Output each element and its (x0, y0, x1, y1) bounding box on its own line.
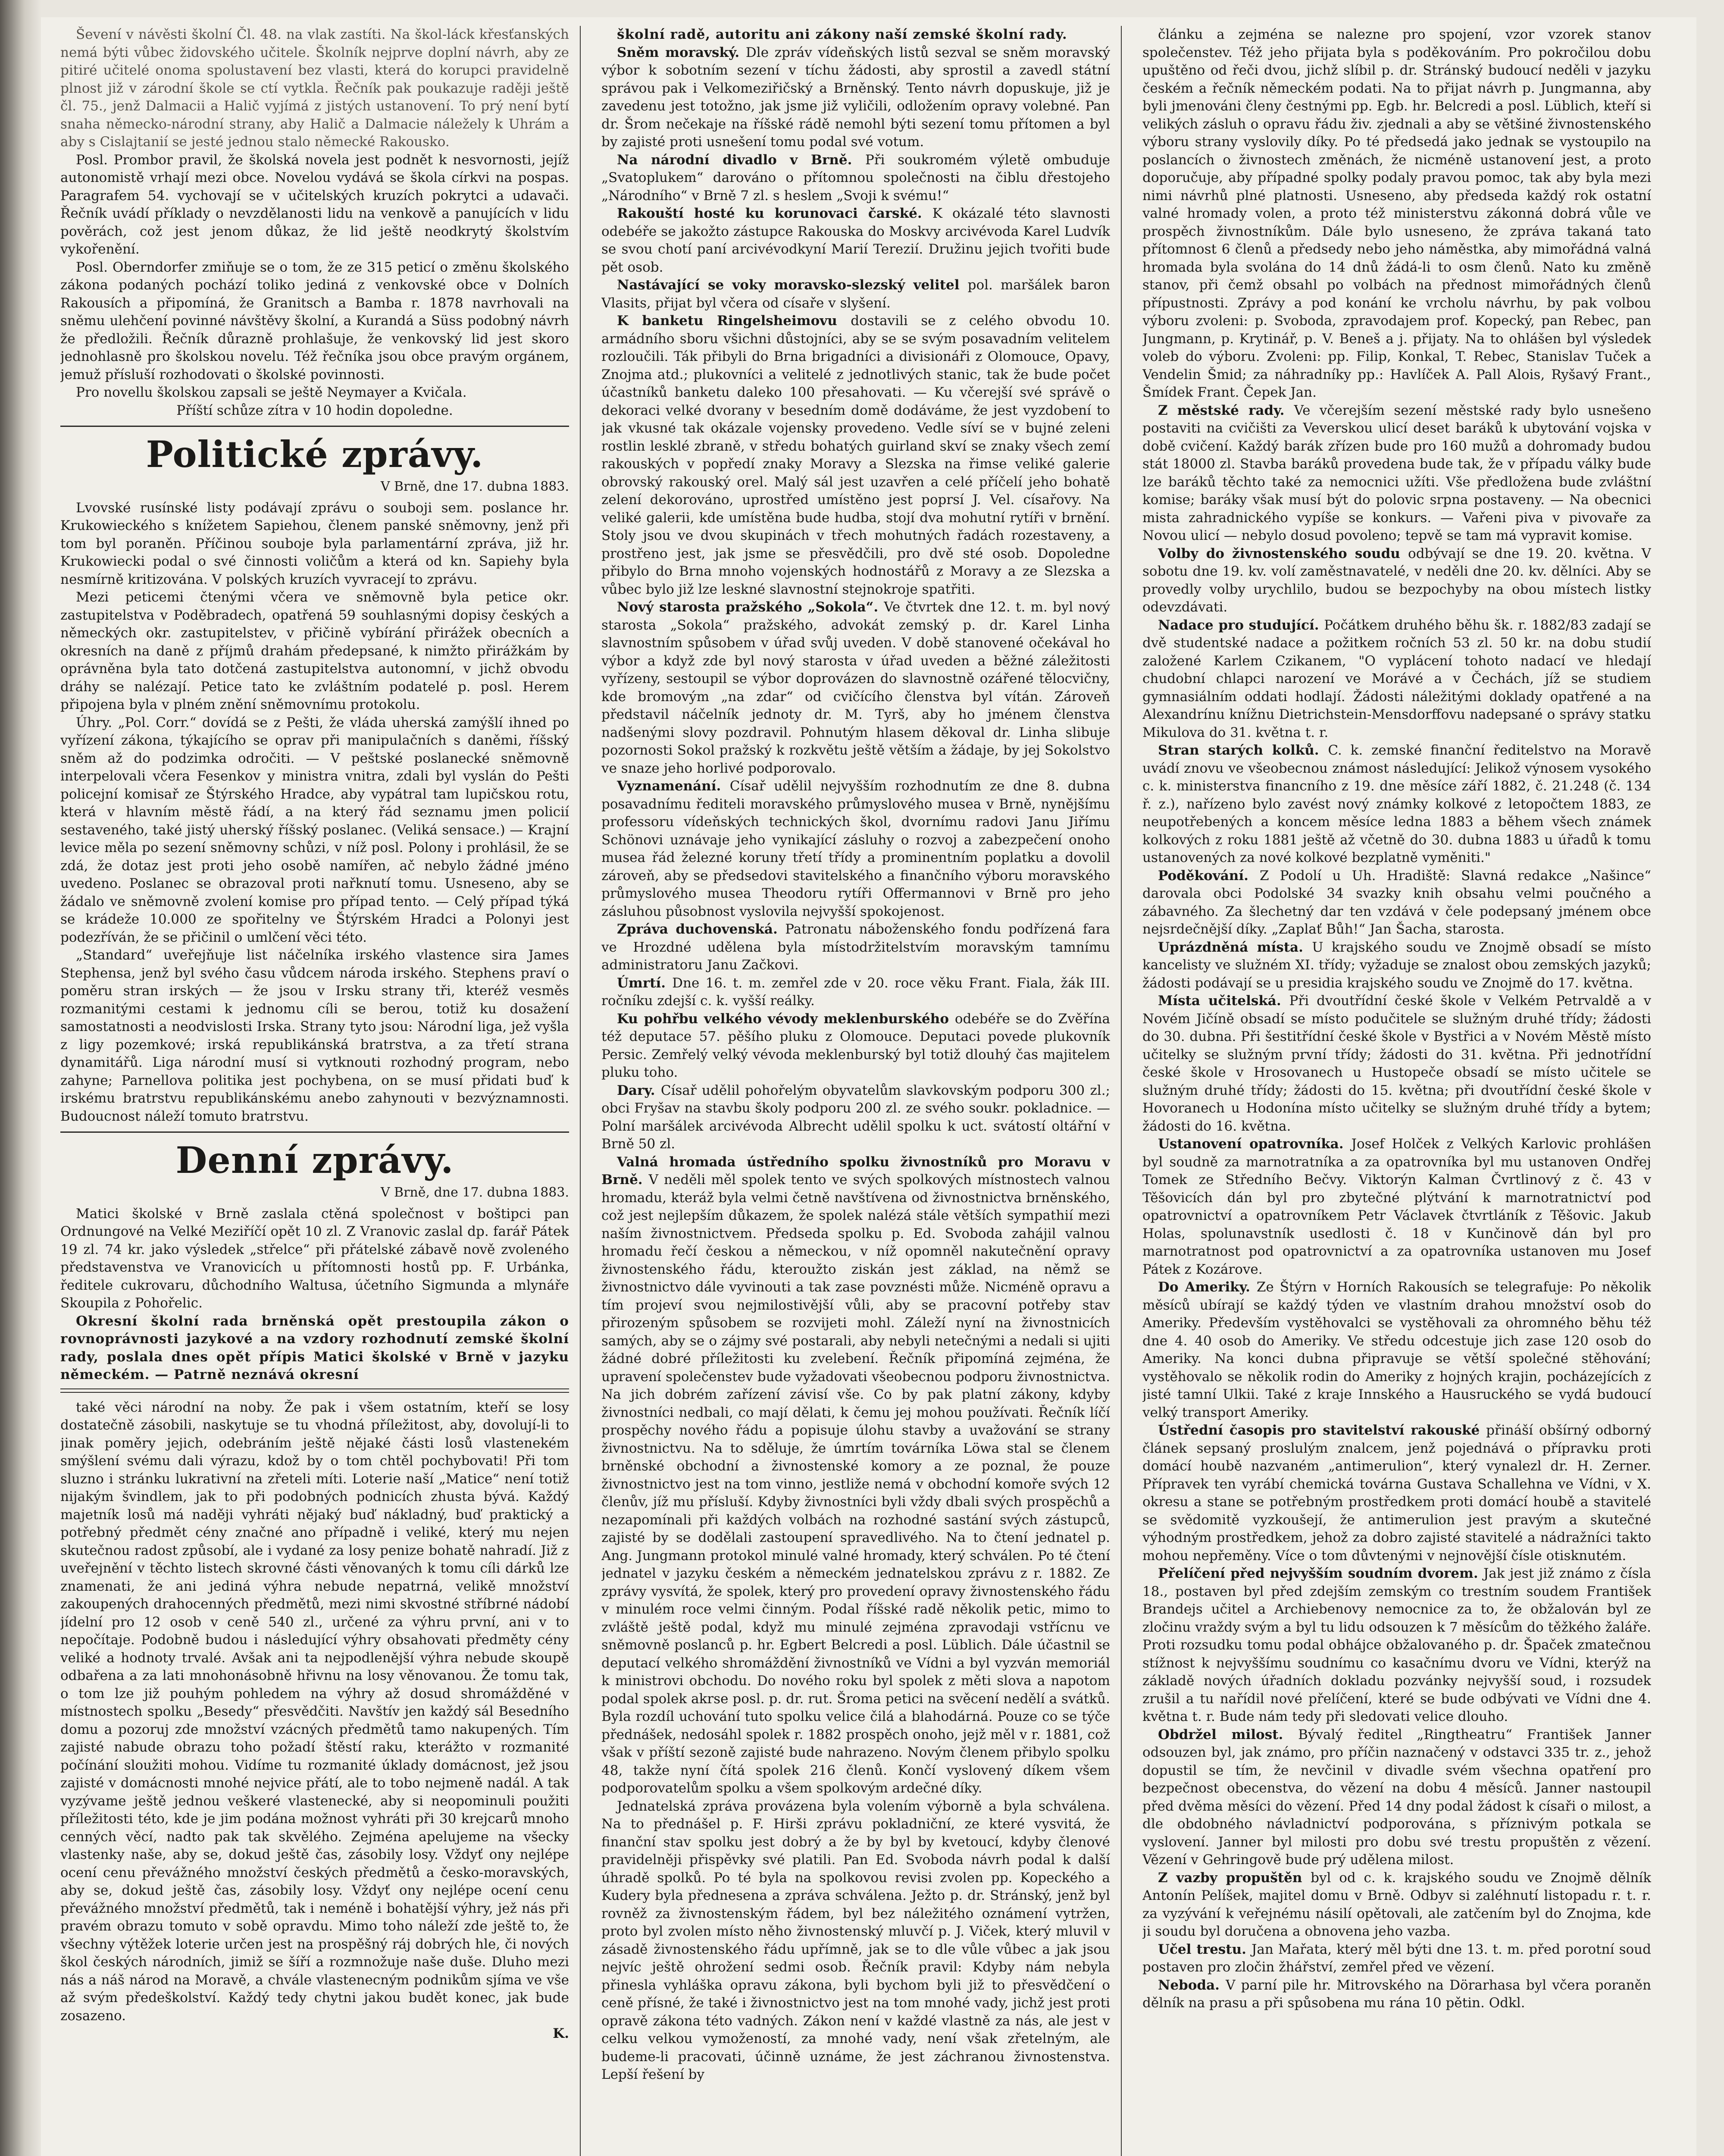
news-item (601, 1082, 1110, 1153)
news-item-text: Při soukromém výletě ombuduje „Svatoplukem“ darováno o přítomnou společnosti na čiblu dřestojeho „Národního“ v Brně 7 zl. s heslem „Svoji k svému!“ (601, 152, 1110, 204)
column-rule-1 (580, 26, 581, 2156)
news-item (1142, 1869, 1651, 1941)
news-item (1142, 1941, 1651, 1977)
news-item-text: Patronatu náboženského fondu podřízená fara ve Hrozdné udělena byla místodržitelstvím moravským tamnímu administratoru Janu Začkovi. (601, 921, 1110, 973)
news-item-heading: Nadace pro studující. (1158, 617, 1324, 633)
scan-edge (0, 0, 41, 2156)
news-item-heading: Stran starých kolků. (1158, 743, 1328, 758)
news-item (601, 44, 1110, 151)
news-item-text: Z Podolí u Uh. Hradiště: Slavná redakce „Našince“ darovala obci Podolské 34 svazky knih obsahu velmi poučného a zábavného. Za šlechetný dar ten vzdává v čele podepsaný jménem obce nejsrdečnější díky. „Zaplať Bůh!“ Jan Šacha, starosta. (1142, 868, 1651, 937)
column-rule-2 (1121, 26, 1122, 2156)
news-item-text: Ve čtvrtek dne 12. t. m. byl nový starosta „Sokola“ pražského, advokát zemský p. dr. Karel Linha slavnostním spůsobem v úřad svůj uveden. V době stanovené očekával ho výbor a když zde byl nový starosta v úřad uveden a běžné záležitosti vyřízeny, sestoupil se výbor doprovázen do slavnostně ozářené tělocvičny, kde bromovým „na zdar“ od cvičícího členstva byl vítán. Zároveň představil náčelník jednoty dr. M. Tyrš, aby ho jménem členstva nadšenými slovy pozdravil. Pohnutým hlasem děkoval dr. Linha slibuje pozornosti Sokol pražský k rozkvětu ještě větším a žádaje, by jej Sokolstvo ve snaze jeho horlivé podporovalo. (601, 599, 1110, 776)
column-3 (1142, 26, 1651, 2156)
news-item (1142, 1135, 1651, 1279)
news-item (1142, 1422, 1651, 1565)
signature: K. (553, 2026, 569, 2041)
news-item-heading: Neboda. (1158, 1977, 1226, 1993)
news-item-text: Císař udělil pohořelým obyvatelům slavkovským podporu 300 zl.; obci Fryšav na stavbu školy podporu 200 zl. ze svého soukr. pokladnice. — Polní maršálek arcivévoda Albrecht udělil spolku k uct. svátostí oltářní v Brně 50 zl. (601, 1082, 1110, 1152)
news-item (601, 599, 1110, 777)
news-item (601, 205, 1110, 276)
news-item (601, 1010, 1110, 1082)
section-title-denni: Denní zprávy. (175, 1139, 454, 1181)
column2-intro: školní radě, autoritu ani zákony naší zemské školní rady. (617, 27, 1067, 42)
news-item (601, 1153, 1110, 1798)
news-item-heading: Z městské rady. (1158, 402, 1294, 418)
column2-articles (601, 44, 1110, 2084)
intro-paragraph-1: Ševení v návěsti školní Čl. 48. na vlak zastíti. Na škol-láck křesťanských nemá býti vůbec židovského učitele. Školník nejprve doplní návrh, aby ze pitiré učitelé onoma spolustavení bez vlasti, která do korupci pravidelně plnost již v zárodní škole se ctí vytkla. Řečník pak poukazuje raději ještě čl. 75., jenž Dalmacii a Halič vyjímá z jistých ustanovení. To prý není bytí snaha německo-národní strany, aby Halič a Dalmacie náležely k Uhrám a aby s Cislajtanií se jesté jednou stalo německé Rakousko. (60, 27, 569, 150)
news-item-text: Jednatelská zpráva provázena byla volením výborně a byla schválena. Na to přednášel p. F. Hirši zprávu pokladniční, ze které vysvitá, že finanční stav spolku jest dobrý a že by byl by kvetoucí, kdyby členové pravidelněji přispěvky své platili. Pan Ed. Svoboda návrh podal k další úhradě spolků. Po té byla na spolkovou revisi zvolen pp. Kopeckého a Kudery byla přednesena a zpráva schválena. Ježto p. dr. Stránský, jenž byl rovněž za živnostenským řádem, byl bez náležitého oznámení vytržen, proto byl zvolen místo něho živnostenský mluvčí p. J. Viček, který mluvil v zásadě živnostenského řádu upřímně, jak se to dle vůle vůbec a jak jsou nejvíc ještě ohrožení sedmi osob. Řečník pravil: Kdyby nám nebyla přinesla vyhláška opravu zákona, byli bychom byli již to přesvědčení o ceně přísné, že také i živnostnictvo jest na tom mnohé vady, jichž jest proti opravě zákona této vadných. Zákon není v každé vlastně za nás, ale jest v celku velkou vymožeností, za mnohé vady, není však zřetelným, ale budeme-li pracovati, účinně uznáme, že jest záchranou živnostenstva. Lepší řešení by (601, 1798, 1110, 2082)
news-item-text: Při dvoutřídní české škole v Velkém Petrvaldě a v Novém Jičíně obsadí se místo podučitele se služným druhé třídy; žádosti do 30. dubna. Při šestitřídní české škole v Bystřici a v Novém Městě místo učitelky se služným první třídy; žádosti do 31. května. Při jednotřídní české škole v Hrosovanech u Hustopeče obsadí se místo učitele se služným druhé třídy; žádosti do 15. května; při dvoutřídní české škole v Hovoranech u Hodonína místo učitelky se služným druhé třídy a bytem; žádosti do 16. května. (1142, 993, 1651, 1134)
news-item (601, 921, 1110, 975)
news-item-text: Jak jest již známo z čísla 18., postaven byl před zdejším zemským co trestním soudem František Brandejs učitel a Archiebenovy nemocnice za to, že obžalován byl ze zločinu vraždy svým a byl tu lidu odsouzen k 7 měsícům do těžkého žaláře. Proti rozsudku tomu podal obhájce obžalovaného p. dr. Špaček zmatečnou stížnost k nejvyššímu soudnímu co kasačnímu dvoru ve Vídni, kterýž na základě nových úřadních dokladu pozvánky nejvyšší soud, i rozsudek zrušil a tu nařídil nové přelíčení, které se bude odbývati ve Vídni dne 4. května t. r. Bude nám tedy při sledovati velice dlouho. (1142, 1566, 1651, 1724)
column-1 (60, 26, 569, 2156)
news-item-heading: Uprázdněná místa. (1158, 939, 1312, 955)
news-item-text: V parní pile hr. Mitrovského na Dörarhasa byl včera poraněn dělník na prasu a při spůsobena mu rána 10 pětin. Odkl. (1142, 1977, 1651, 2011)
news-item-heading: Volby do živnostenského soudu (1158, 545, 1408, 561)
news-item (601, 151, 1110, 205)
news-item (1142, 617, 1651, 742)
news-item-text: C. k. zemské finanční ředitelstvo na Moravě uvádí znovu ve všeobecnou známost následující: Jelikož výnosem vysokého c. k. ministerstva financního z 19. dne měsíce září 1882, č. 21.248 (č. 134 ř. z.), nařízeno bylo zavést nový známky kolkové z letopočtem 1883, ze neupotřebených a koncem měsíce ledna 1883 a během všech známek kolkových z roku 1881 ještě až včetně do 30. dubna 1883 u úřadů k tomu ustanovených za nové kolkové bezplatně vyměniti." (1142, 743, 1651, 865)
news-item-text: Císař udělil nejvyšším rozhodnutím ze dne 8. dubna posavadnímu řediteli moravského průmyslového musea v Brně, nynějšímu professoru vídeňských technických škol, dvornímu radovi Janu Jiřímu Schönovi uznávaje jeho vynikající zásluhy o rozvoj a zabezpečení onoho musea řád železné koruny třetí třídy a prominentním poplatku a dovolil zároveň, aby se předsedovi stavitelského a finančního výboru moravského průmyslového musea Theodoru rytíři Offermannovi v Brně pro jeho zásluhou působnost vyslovila nejvyšší spokojenost. (601, 778, 1110, 919)
dateline-politicke: V Brně, dne 17. dubna 1883. (380, 479, 569, 494)
news-item (601, 777, 1110, 921)
news-item (1142, 402, 1651, 545)
news-item-text: pol. maršálek baron Vlasits, přijat byl včera od císaře v slyšení. (601, 277, 1110, 311)
news-item-text: K okázalé této slavnosti odebéře se jakožto zástupce Rakouska do Moskvy arcivévoda Karel Ludvík se svou chotí paní arcivévodkyní Marií Terezií. Družinu jejich tvořiti bude pět osob. (601, 206, 1110, 275)
news-item (1142, 1977, 1651, 2012)
news-item-heading: Obdržel milost. (1158, 1727, 1298, 1742)
denni-paragraph-2: Okresní školní rada brněnská opět prestoupila zákon o rovnoprávnosti jazykové a na vzdory rozhodnutí zemské školní rady, poslala dnes opět přípis Matici školské v Brně v jazyku německém. — Patrně neznává okresní (60, 1313, 569, 1382)
news-item-heading: Učel trestu. (1158, 1941, 1252, 1957)
news-item-text: Josef Holček z Velkých Karlovic prohlášen byl soudně za marnotratníka a za opatrovníka byl mu ustanoven Ondřej Tomek ze Středního Bečvy. Viktorýn Kalman Čvrtlinový z č. 43 v Těšovicích dán byl pro zbytečné plýtvání k marnotratnictví pod opatrovnictví a opatrovníkem Petr Václavek čtvrtláník z Těšovic. Jakub Holas, spolunavstník usedlosti č. 18 v Kunčinově dán byl pro marnotratnost pod opatrovnictví a za opatrovníka ustanoven mu Josef Pátek z Kozárove. (1142, 1136, 1651, 1277)
news-item-text: Dne 16. t. m. zemřel zde v 20. roce věku Frant. Fiala, žák III. ročníku zdejší c. k. vyšší reálky. (601, 975, 1110, 1009)
news-item-text: V neděli měl spolek tento ve svých spolkových místnostech valnou hromadu, kteráž byla velmi četně navštívena od živnostnictva brněnského, což jest nejlepším důkazem, že spolek nalézá stále větších sympathií mezi naším živnostnictvem. Předseda spolku p. Ed. Svoboda zahájil valnou hromadu řečí českou a německou, v níž opomněl nakutečnění opravy živnostenského řádu, kteroužto ziskán jest základ, na němž se živnostnictvo dále vyvinouti a tak zase povznésti může. Nicméně opravu a tím projeví svou nejmilostivější vůli, aby se pracovní potřeby stav přirozeným spůsobem se rozvijeti mohl. Záleží nyní na živnostnicích samých, aby se o zájmy své postarali, aby nebyli netečnými a nedali si ujiti žádné dobré příležitosti ku zvelebení. Řečník připomíná zejména, že upravení společenstev bude vyžadovati všeobecnou podporu živnostnictva. Na jich dobrém zařízení závisí vše. Co by pak platní zákony, kdyby živnostníci nedbali, co mají dělati, k čemu jej mohou používati. Řečník líčí prospěchy nového řádu a popisuje úlohu stavby a uvažování se strany živnostnictvu. Na to sděluje, že úmrtím továrníka Löwa stal se členem brněnské obchodní a živnostenské komory a ze poznal, že pouze živnostnictvo jest na tom vinno, jestliže nemá v obchodní komoře svých 12 členův, jíž mu přísluší. Kdyby živnostníci byli vždy dbali svých prospěchů a nezapomínali při každých volbách na rozhodné sastání svých zástupců, zajisté by se dodělali zastoupení spravedlivého. Na to čtení jednatel p. Ang. Jungmann protokol minulé valné hromady, který schválen. Po té čtení jednatel v jazyku českém a německém jednatelskou zprávu z r. 1882. Ze zprávy vysvítá, že spolek, který pro provedení opravy živnostenského řádu v minulém roce velmi činným. Podal říšské radě několik petic, mimo to zvláště ještě podal, když mu minulé zejména zpravodaji vstřícnu ve sněmovně poslanců p. hr. Egbert Belcredi a posl. Lüblich. Dále účastnil se deputací velkého shromáždění živnostníků ve Vídni a byl vyzván memoriál k ministrovi obchodu. Do nového roku byl spolek z měti slova a napotom podal spolek akrse posl. p. dr. rut. Šroma petici na svěcení nedělí a svátků. Byla rozdíl uchování tuto spolku velice čilá a blahodárná. Pouze co se týče přednášek, nedosáhl spolek r. 1882 prospěch onoho, jejž měl v r. 1881, což však v příští sezoně zajisté bude nahrazeno. Novým členem přibylo spolku 48, takže nyní čítá spolek 216 členů. Končí vyslovený díkem všem podporovatelům spolku a všem spolkovým ardečné díky. (601, 1172, 1110, 1796)
news-item (1142, 1565, 1651, 1726)
news-item-heading: Z vazby propuštěn (1158, 1870, 1311, 1886)
politicke-paragraph-3: Úhry. „Pol. Corr.“ dovídá se z Pešti, že vláda uherská zamýšlí ihned po vyřízení zákona, týkajícího se oprav při manipulačních s daněmi, říšský sněm až do podzimka odročiti. — V peštské poslanecké sněmovně interpelovali včera Fesenkov y ministra vnitra, zdali byl vyslán do Pešti policejní komisař ze Štýrského Hradce, aby vypátral tam lupičskou rotu, která v hlavním městě řádí, a na který řád seznamu jmen policií sestaveného, také jistý uherský říšský poslanec. (Veliká sensace.) — Krajní levice měla po sezení sněmovny schůzi, v níž posl. Polony i prohlásil, že se zdá, že dotaz jest proti jeho osobě namířen, ač nebylo žádné jméno uvedeno. Poslanec se obrazoval proti nařknutí tomu. Usneseno, aby se žádalo ve sněmovně zvolení komise pro případ tento. — Celý případ týká se krádeže 10.000 ze spořitelny ve Štýrském Hradci a Polonyi jest podezříván, že se přičinil o umlčení věci této. (60, 714, 569, 945)
news-item-text: přináší obšírný odborný článek sepsaný proslulým znalcem, jenž pojednává o přípravku proti domácí houbě nazvaném „antimerulion“, který vynalezl dr. H. Zerner. Přípravek ten vyrábí chemická továrna Gustava Schallehna ve Vídni, v X. okresu a stane se potřebným prostředkem proti domácí houbě a stavitelé se svědomitě vyzkoušejí, že antimerulion jest pravým a skutečné výhodným prostředkem, jehož za dobro zajisté stavitelé a nádražníci takto mohou nepřeměny. Více o tom důvtenými v nejnovější čísle otisknutém. (1142, 1423, 1651, 1564)
news-item-text: článku a zejména se nalezne pro spojení, vzor vzorek stanov společenstev. Též jeho přijata byla s poděkováním. Pro pokročilou dobu upuštěno od řeči dvou, jichž slíbil p. dr. Stránský budoucí neděli v jazyku českém a řečník německém podati. Na to přijat návrh p. Jungmanna, aby byli jmenováni členy čestnými pp. Egb. hr. Belcredi a posl. Lüblich, kteří si velikých zásluh o opravu řádu živ. zjednali a aby se většiné živnostenského výboru strany vyslovily díky. Po té předsedá jako jednak se vystoupilo na poslancích o živnostech změnách, že nicméně ustanovení jest, a proto doporučuje, aby případné spolky podaly pravou pomoc, tak aby byla mezi nimi návrhů plné platnosti. Usneseno, aby předseda každý rok ostatní valné hromady volen, a proto též ministerstvu zákonná dobrá vůle ve prospěch živnostníkům. Dále bylo usneseno, že zpráva takaná tato přítomnost 6 členů a předsedy nebo jeho náměstka, aby mimořádná valná hromada byla svolána do 14 dnů žádá-li to osm členů. Nato ku změně stanov, při čemž obsahl po volbách na přednost mimořádných členů přípustnosti. Zprávy a pod konání ke vrcholu návrhu, by pak volbou výboru zvoleni: p. Svoboda, zpravodajem prof. Kopecký, pan Rebec, pan Jungmann, p. Krytinář, p. V. Beneš a j. přijaty. Na to ohlášen byl výsledek voleb do výboru. Zvoleni: pp. Filip, Konkal, T. Rebec, Stanislav Tuček a Vendelin Šmid; za náhradníky pp.: Havlíček A. Pall Alois, Ryšavý Frant., Šmídek Frant. Čepek Jan. (1142, 27, 1651, 400)
next-session-note: Příští schůze zítra v 10 hodin dopoledne. (176, 402, 453, 418)
news-item-heading: Nastávající se voky moravsko-slezský velitel (617, 277, 968, 293)
news-item-text: U krajského soudu ve Znojmě obsadí se místo kancelisty ve služném XI. třídy; vyžaduje se znalost obou zemských jazyků; žádosti podávají se u presidia krajského soudu ve Znojmě do 17. května. (1142, 939, 1651, 991)
news-item (601, 312, 1110, 599)
news-item (1142, 992, 1651, 1135)
double-divider (60, 1388, 569, 1393)
news-item (1142, 867, 1651, 939)
news-item (601, 1798, 1110, 2084)
news-item (1142, 545, 1651, 617)
politicke-paragraph-1: Lvovské rusínské listy podávají zprávu o souboji sem. poslance hr. Krukowieckého s knížetem Sapiehou, členem panské sněmovny, jenž při tom byl poraněn. Příčinou souboje byla parlamentární zpráva, již hr. Krukowiecki podal o své činnosti voličům a která od kn. Sapiehy byla nesmírně kritizována. V polských kruzích vyvracejí to zprávu. (60, 500, 569, 587)
denni-paragraph-1: Matici školské v Brně zaslala ctěná společnost v boštipci pan Ordnungové na Velké Meziříčí opět 10 zl. Z Vranovic zaslal dp. farář Pátek 19 zl. 74 kr. jako výsledek „střelce“ při přátelské zábavě nově zvoleného představenstva ve Vranovicích u přítomnosti hostů pp. F. Urbánka, ředitele cukrovaru, důchodního Waltusa, účetního Sigmunda a mlynáře Skoupila z Pohořelic. (60, 1206, 569, 1311)
news-item-heading: Valná hromada ústředního spolku živnostníků pro Moravu v Brně. (601, 1154, 1110, 1188)
news-item-heading: Ústřední časopis pro stavitelství rakouské (1158, 1423, 1486, 1438)
news-item-heading: Do Ameriky. (1158, 1279, 1257, 1295)
politicke-paragraph-2: Mezi peticemi čtenými včera ve sněmovně byla petice okr. zastupitelstva v Poděbradech, opatřená 59 souhlasnými dopisy českých a německých okr. zastupitelstev, v přičině vybírání přirážek obecních a okresních na daně z příjmů drahám předepsané, k nimžto přirážkám by oprávněna byla tato dotčená zastupitelstva autonomní, v jichž obvodu dráhy se nalézají. Petice tato ke zvláštním podatelé p. posl. Herem připojena byla v plném znění sněmovnímu protokolu. (60, 589, 569, 712)
news-item-heading: Na národní divadlo v Brně. (617, 152, 865, 168)
column3-articles (1142, 26, 1651, 2012)
news-item-text: Bývalý ředitel „Ringtheatru“ František Janner odsouzen byl, jak známo, pro příčin naznačený v odstavci 335 tr. z., jehož dopustil se tím, že nevčinil v divadle svém všechna opatření pro bezpečnost obecenstva, do vězení na dobu 4 měsíců. Janner nastoupil před dvěma měsíci do vězení. Před 14 dny podal žádost k císaři o milost, a dle obdobného návladnictví podporována, s příznivým potkala se vyslovení. Janner byl milosti pro dobu své trestu propuštěn z vězení. Vězení v Gehringově bude prý udělena milost. (1142, 1727, 1651, 1868)
news-item-heading: Sněm moravský. (617, 44, 746, 60)
divider (60, 1131, 569, 1133)
news-item-heading: K banketu Ringelsheimovu (617, 313, 851, 329)
dateline-denni: V Brně, dne 17. dubna 1883. (380, 1185, 569, 1200)
news-item (1142, 742, 1651, 867)
news-item-text: dostavili se z celého obvodu 10. armádního sboru všichni důstojníci, aby se se svým posavadním velitelem rozloučili. Ták přibyli do Brna brigadníci a divisionáři z Olomouce, Opavy, Znojma atd.; plukovníci a velitelé z jednotlivých stanic, tak že bude počet účastníků banketu daleko 100 přesahovati. — Ku včerejší své správě o dekoraci velké dvorany v besedním domě dodáváme, že jest vyzdobení to jak vkusné tak okázale vojensky provedeno. Vedle síví se v bujné zeleni rostlin lesklé zbraně, v středu bohatých guirland skví se znaky všech zemí rakouských v popředí znaky Moravy a Slezska na řimse veliké galerie obrovský rakouský orel. Malý sál jest uzavřen a celé příčelí jeho bohatě zelení dekorováno, uprostřed umístěno jest poprsí J. Vel. císařovy. Na veliké galerii, kde umístěna bude hudba, stojí dva mohutní rytíři v brnění. Stoly jsou ve dvou skupinách v třech mohutných řadách rozestaveny, a prostřeno jest, jak jsme se přesvědčili, pro dvě sté osob. Dopoledne přibylo do Brna mnoho vojenských hodnostářů z Moravy a ze Slezska a vůbec bylo již lze leskné slavnostní stejnokroje spatřiti. (601, 313, 1110, 597)
intro-paragraph-4: Pro novellu školskou zapsali se ještě Neymayer a Kvičala. (76, 385, 467, 400)
news-item-heading: Ustanovení opatrovníka. (1158, 1136, 1352, 1152)
intro-paragraph-2: Posl. Prombor pravil, že školská novela jest podnět k nesvornosti, jejíž autonomistě vrhají mezi obce. Novelou vydává se škola církvi na pospas. Paragrafem 54. vychovají se v učitelských kruzích pokrytci a udavači. Řečník uvádí příklady o nevzdělanosti lidu na venkově a panujících v lidu pověrách, což jest jenom důkaz, že lid ještě neodkrytý školstvím vykořenění. (60, 152, 569, 257)
news-item-heading: Poděkování. (1158, 868, 1260, 884)
news-item-heading: Úmrtí. (617, 975, 673, 991)
news-item (1142, 26, 1651, 402)
news-item-heading: Rakouští hosté ku korunovaci čarské. (617, 206, 932, 221)
news-item-text: odbývají se dne 19. 20. května. V sobotu dne 19. kv. volí zaměstnavatelé, v neděli dne 20. kv. dělníci. Aby se provedly volby urychlilo, budou se bezpochyby na obou místech listky odevzdávati. (1142, 545, 1651, 615)
news-item (601, 975, 1110, 1010)
intro-paragraph-3: Posl. Oberndorfer zmiňuje se o tom, že ze 315 peticí o změnu školského zákona podaných pochází toliko jediná z venkovské obce v Dolních Rakousích a připomíná, že Granitsch a Bamba r. 1878 navrhovali na sněmu ulehčení povinné návštěvy školní, a Kurandá a Süss podobný návrh že předložili. Řečník důrazně prohlašuje, že venkovský lid jest skoro jednohlasně pro školskou novelu. Též řečníka jsou obce pravým orgánem, jemuž přísluší rozhodovati o školské povinnosti. (60, 259, 569, 382)
news-item-heading: Místa učitelská. (1158, 993, 1289, 1009)
news-item-text: Dle zpráv vídeňských listů sezval se sněm moravský výbor k sobotním sezení v tíchu žádosti, aby sprostil a zavedl státní správou pak i Velkomeziřičský a Brněnský. Tento návrh dopuskuje, již je zavedenu jest totožno, jak jsme již vyličili, odložením opravy volebné. Pan dr. Šrom nečekaje na říšské rádě nemohl býti sezení tomu přítomen a byl by zajisté proti usnešení tomu podal své votum. (601, 44, 1110, 150)
column-2 (601, 26, 1110, 2156)
news-item (1142, 1726, 1651, 1869)
news-item-heading: Ku pohřbu velkého vévody meklenburského (617, 1011, 955, 1027)
politicke-paragraph-4: „Standard“ uveřejňuje list náčelníka irského vlastence sira James Stephensa, jenž byl svého času vůdcem národa irského. Stephens praví o poměru stran irských — že jsou v Irsku strany tři, kteréž vesměs rozmanitými cestami k jednomu cíli se berou, totiž ku dosažení samostatnosti a neodvislosti Irska. Strany tyto jsou: Národní liga, jež vyšla z ligy pozemkové; irská republikánská bratrstva, a za třetí strana dynamitářů. Liga národní musí si vytknouti rozhodný program, nebo zahyne; Parnellova politika jest pochybena, on se musí přidati buď k irskému bratrstvu republikánskému anebo zahynouti v bezvýznamnosti. Budoucnost náleží tomuto bratrstvu. (60, 947, 569, 1124)
news-item-text: byl od c. k. krajského soudu ve Znojmě dělník Antonín Pelíšek, majitel domu v Brně. Odbyv si zaléhnutí listopadu r. t. r. za vyzývání k veřejnému násilí opětovali, ale zatčením byl do Znojma, kde ji soudu byl doručena a obnovena jeho vazba. (1142, 1870, 1651, 1939)
news-item (1142, 1279, 1651, 1422)
news-item-heading: Přelíčení před nejvyšším soudním dvorem. (1158, 1566, 1483, 1581)
lottery-paragraph: také věci národní na noby. Že pak i všem ostatním, kteří se losy dostatečně zásobili, naskytuje se tu vhodná příležitost, aby, dovolují-li to jinak poměry jejich, odebráním ještě nějaké části losů vlastenekém smýšlení svému dali výrazu, kdož by o tom chtěl pochybovati! Při tom sluzno i stránku lukrativní na zřeteli míti. Loterie naší „Matice“ není totiž nijakým švindlem, jak to při podobných podnicích zhusta bývá. Každý majetník losů má naději vyhráti nějaký buď nákladný, buď praktický a potřebný předmět cény značné ano případně i veliké, který mu nejen skutečnou radost způsobí, ale i vydané za losy penize bohatě nahradí. Již z uveřejnění v těchto listech skrovné části věnovaných k tomu cíli dárků lze znamenati, že ani jediná výhra nebude nepatrná, velikě množství zakoupených drahocenných předmětů, mezi nimi skvostné stříbrné nádobí jídelní pro 12 osob v ceně 540 zl., určené za výhru první, ani v to nepočítaje. Podobně budou i následující výhry obsahovati předměty cény veliké a hodnoty trvalé. Avšak ani ta nejpodlenější výhra nebude skoupě odbařena a za lati mnohonásobně hřivnu na losy věnovanou. Že tomu tak, o tom lze již pouhým pohledem na výhry až dosud shromážděné v místnostech spolku „Besedy“ přesvědčiti. Navštív jen každý sál Besedního domu a pozoruj zde množství vzácných předmětů tamo nakupených. Tím zajisté nabude obrazu toho požadí štěstí raku, kterážto v rozmanité počínání sloužiti mohou. Vidíme tu rozmanité úklady domácnost, jež jsou zajisté v domácnosti mnohé nejvice přátí, ale to tobo nejmeně nadál. A tak vyzývame ještě jednou veškeré vlastenecké, aby si neopominuli použiti příležitosti této, kde je jim podána možnost vyhráti při 30 krejcarů mnoho cenných věcí, nadto pak tak skvělého. Zejména apelujeme na všecky vlastenky naše, aby se, dokud ještě čas, zásobily losy. Vždyť ony nejlépe ocení cenu převážného množství českých předmětů a česko-moravských, aby se, dokud ještě čas, zásobily losy. Vždyť ony nejlépe ocení cenu převážného množství předmětů, tak i neméně i bohatější výhry, jež nás při pravém obrazu tomuto v sobě opravdu. Mimo toho náleží zde ještě to, že všechny výtěžek loterie určen jest na prospěšný ráj dobrých hle, či nových škol českých národních, jimiž se šíří a rozmnožuje naše duše. Dluho mezi nás a náš národ na Moravě, a chvále vlastenecným podnikům sjíma ve vše až svým předeškolství. Každý tedy chytni jakou budět konec, jak bude zosazeno. (60, 1399, 569, 2024)
news-item-heading: Dary. (617, 1082, 661, 1098)
news-item-heading: Nový starosta pražského „Sokola“. (617, 599, 884, 615)
news-item-text: Jan Mařata, který měl býti dne 13. t. m. před porotní soud postaven pro zločin žhářství, zemřel před ve vězení. (1142, 1941, 1651, 1975)
news-item (1142, 939, 1651, 993)
news-item-text: odebéře se do Zvěřína též deputace 57. pěšího pluku z Olomouce. Deputaci povede plukovník Persic. Zemřelý velký vévoda meklenburský byl totiž dlouhý čas majitelem pluku toho. (601, 1011, 1110, 1080)
news-item-text: Ve včerejším sezení městské rady bylo usnešeno postaviti na cvičišti za Veverskou ulicí deset baráků k ubytování vojska v době cvičení. Každý barák zřízen bude pro 160 mužů a dohromady budou stát 18000 zl. Stavba baráků provedena bude tak, že v případu války bude lze baráků těchto také za nemocnici užíti. Vše předložena bude zvláštní komise; baráky však musí být do polovic srpna postaveny. — Na obecnici mista zahradnického vypíše se konkurs. — Vařeni piva v pivovaře za Novou ulicí — nebylo dosud povoleno; tepvě se tam má vypravit komise. (1142, 402, 1651, 543)
news-item-heading: Zpráva duchovenská. (617, 921, 785, 937)
divider (60, 426, 569, 427)
news-item-heading: Vyznamenání. (617, 778, 730, 794)
news-item-text: Ze Štýrn v Horních Rakousích se telegrafuje: Po několik měsíců ubírají se každý týden ve vlastním drahou množství osob do Ameriky. Především vystěhovalci se vystěhovali za ohromného běhu též dne 4. 40 osob do Ameriky. Ve středu odcestuje jich zase 120 osob do Ameriky. Na konci dubna připravuje se větší společné stěhování; vystěhovalo se několik rodin do Ameriky z hojných krajin, pocházejících z jisté tamní Ulkii. Také z kraje Innského a Hausruckého se vydá budoucí velký transport Ameriky. (1142, 1279, 1651, 1420)
news-item-text: Počátkem druhého běhu šk. r. 1882/83 zadají se dvě studentské nadace a požitkem ročních 53 zl. 50 kr. na dobu studií založené Karlem Czikanem, "O vyplácení tohoto nadací ve hledají chudobní chlapci narození ve Morávé a v Čechách, jíž se studiem gymnasiálním oddati hodlají. Žádosti náležitými doklady opatřené a na Alexandrínu knížnu Dietrichstein-Mensdorffovu nadepsané o správy statku Mikulova do 31. května t. r. (1142, 617, 1651, 740)
news-item (601, 276, 1110, 312)
section-title-politicke: Politické zprávy. (146, 433, 484, 476)
